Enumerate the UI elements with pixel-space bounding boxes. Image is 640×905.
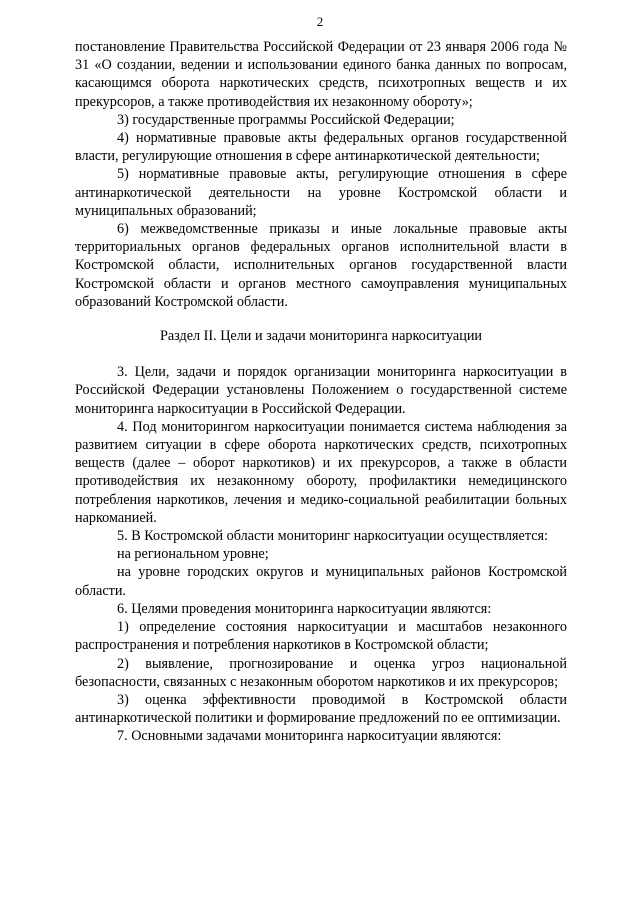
paragraph: 3. Цели, задачи и порядок организации мониторинга наркоситуации в Российской Федерации установлены Положением о государственной системе мониторинга наркоситуации в Российской Федерации. (75, 364, 567, 417)
paragraph: постановление Правительства Российской Федерации от 23 января 2006 года № 31 «О создании, ведении и использовании единого банка данных по вопросам, касающимся оборота наркотических средств, психотропных веществ и их прекурсоров, а также противодействия их незаконному обороту»; (75, 39, 567, 110)
paragraph: 1) определение состояния наркоситуации и масштабов незаконного распространения и потребления наркотиков в Костромской области; (75, 619, 567, 654)
paragraph: 3) государственные программы Российской Федерации; (117, 111, 455, 128)
paragraph: 6) межведомственные приказы и иные локальные правовые акты территориальных органов федеральных органов исполнительной власти в Костромской области, исполнительных органов государственной власти Костромской области и органов местного самоуправления муниципальных образований Костромской области. (75, 221, 567, 310)
paragraph: 7. Основными задачами мониторинга наркоситуации являются: (117, 728, 502, 745)
paragraph: 3) оценка эффективности проводимой в Костромской области антинаркотической политики и формирование предложений по ее оптимизации. (75, 691, 567, 727)
paragraph: 6. Целями проведения мониторинга наркоситуации являются: (117, 600, 492, 617)
paragraph: 4) нормативные правовые акты федеральных органов государственной власти, регулирующие отношения в сфере антинаркотической деятельности; (75, 130, 567, 165)
page-number: 2 (316, 14, 324, 29)
paragraph: 5) нормативные правовые акты, регулирующие отношения в сфере антинаркотической деятельности на уровне Костромской области и муниципальных образований; (75, 166, 567, 219)
paragraph: 2) выявление, прогнозирование и оценка угроз национальной безопасности, связанных с незаконным оборотом наркотиков и их прекурсоров; (75, 655, 567, 690)
paragraph: 4. Под мониторингом наркоситуации понимается система наблюдения за развитием ситуации в сфере оборота наркотических средств, психотропных веществ (далее – оборот наркотиков) и их прекурсоров, а также в области противодействия их незаконному обороту, профилактики немедицинского потребления наркотиков, лечения и медико-социальной реабилитации больных наркоманией. (75, 418, 567, 526)
paragraph: на уровне городских округов и муниципальных районов Костромской области. (75, 564, 567, 599)
paragraph: 5. В Костромской области мониторинг наркоситуации осуществляется: (117, 528, 548, 545)
paragraph: на региональном уровне; (117, 546, 269, 563)
section-heading: Раздел II. Цели и задачи мониторинга наркоситуации (159, 328, 483, 345)
document-body (75, 38, 567, 746)
